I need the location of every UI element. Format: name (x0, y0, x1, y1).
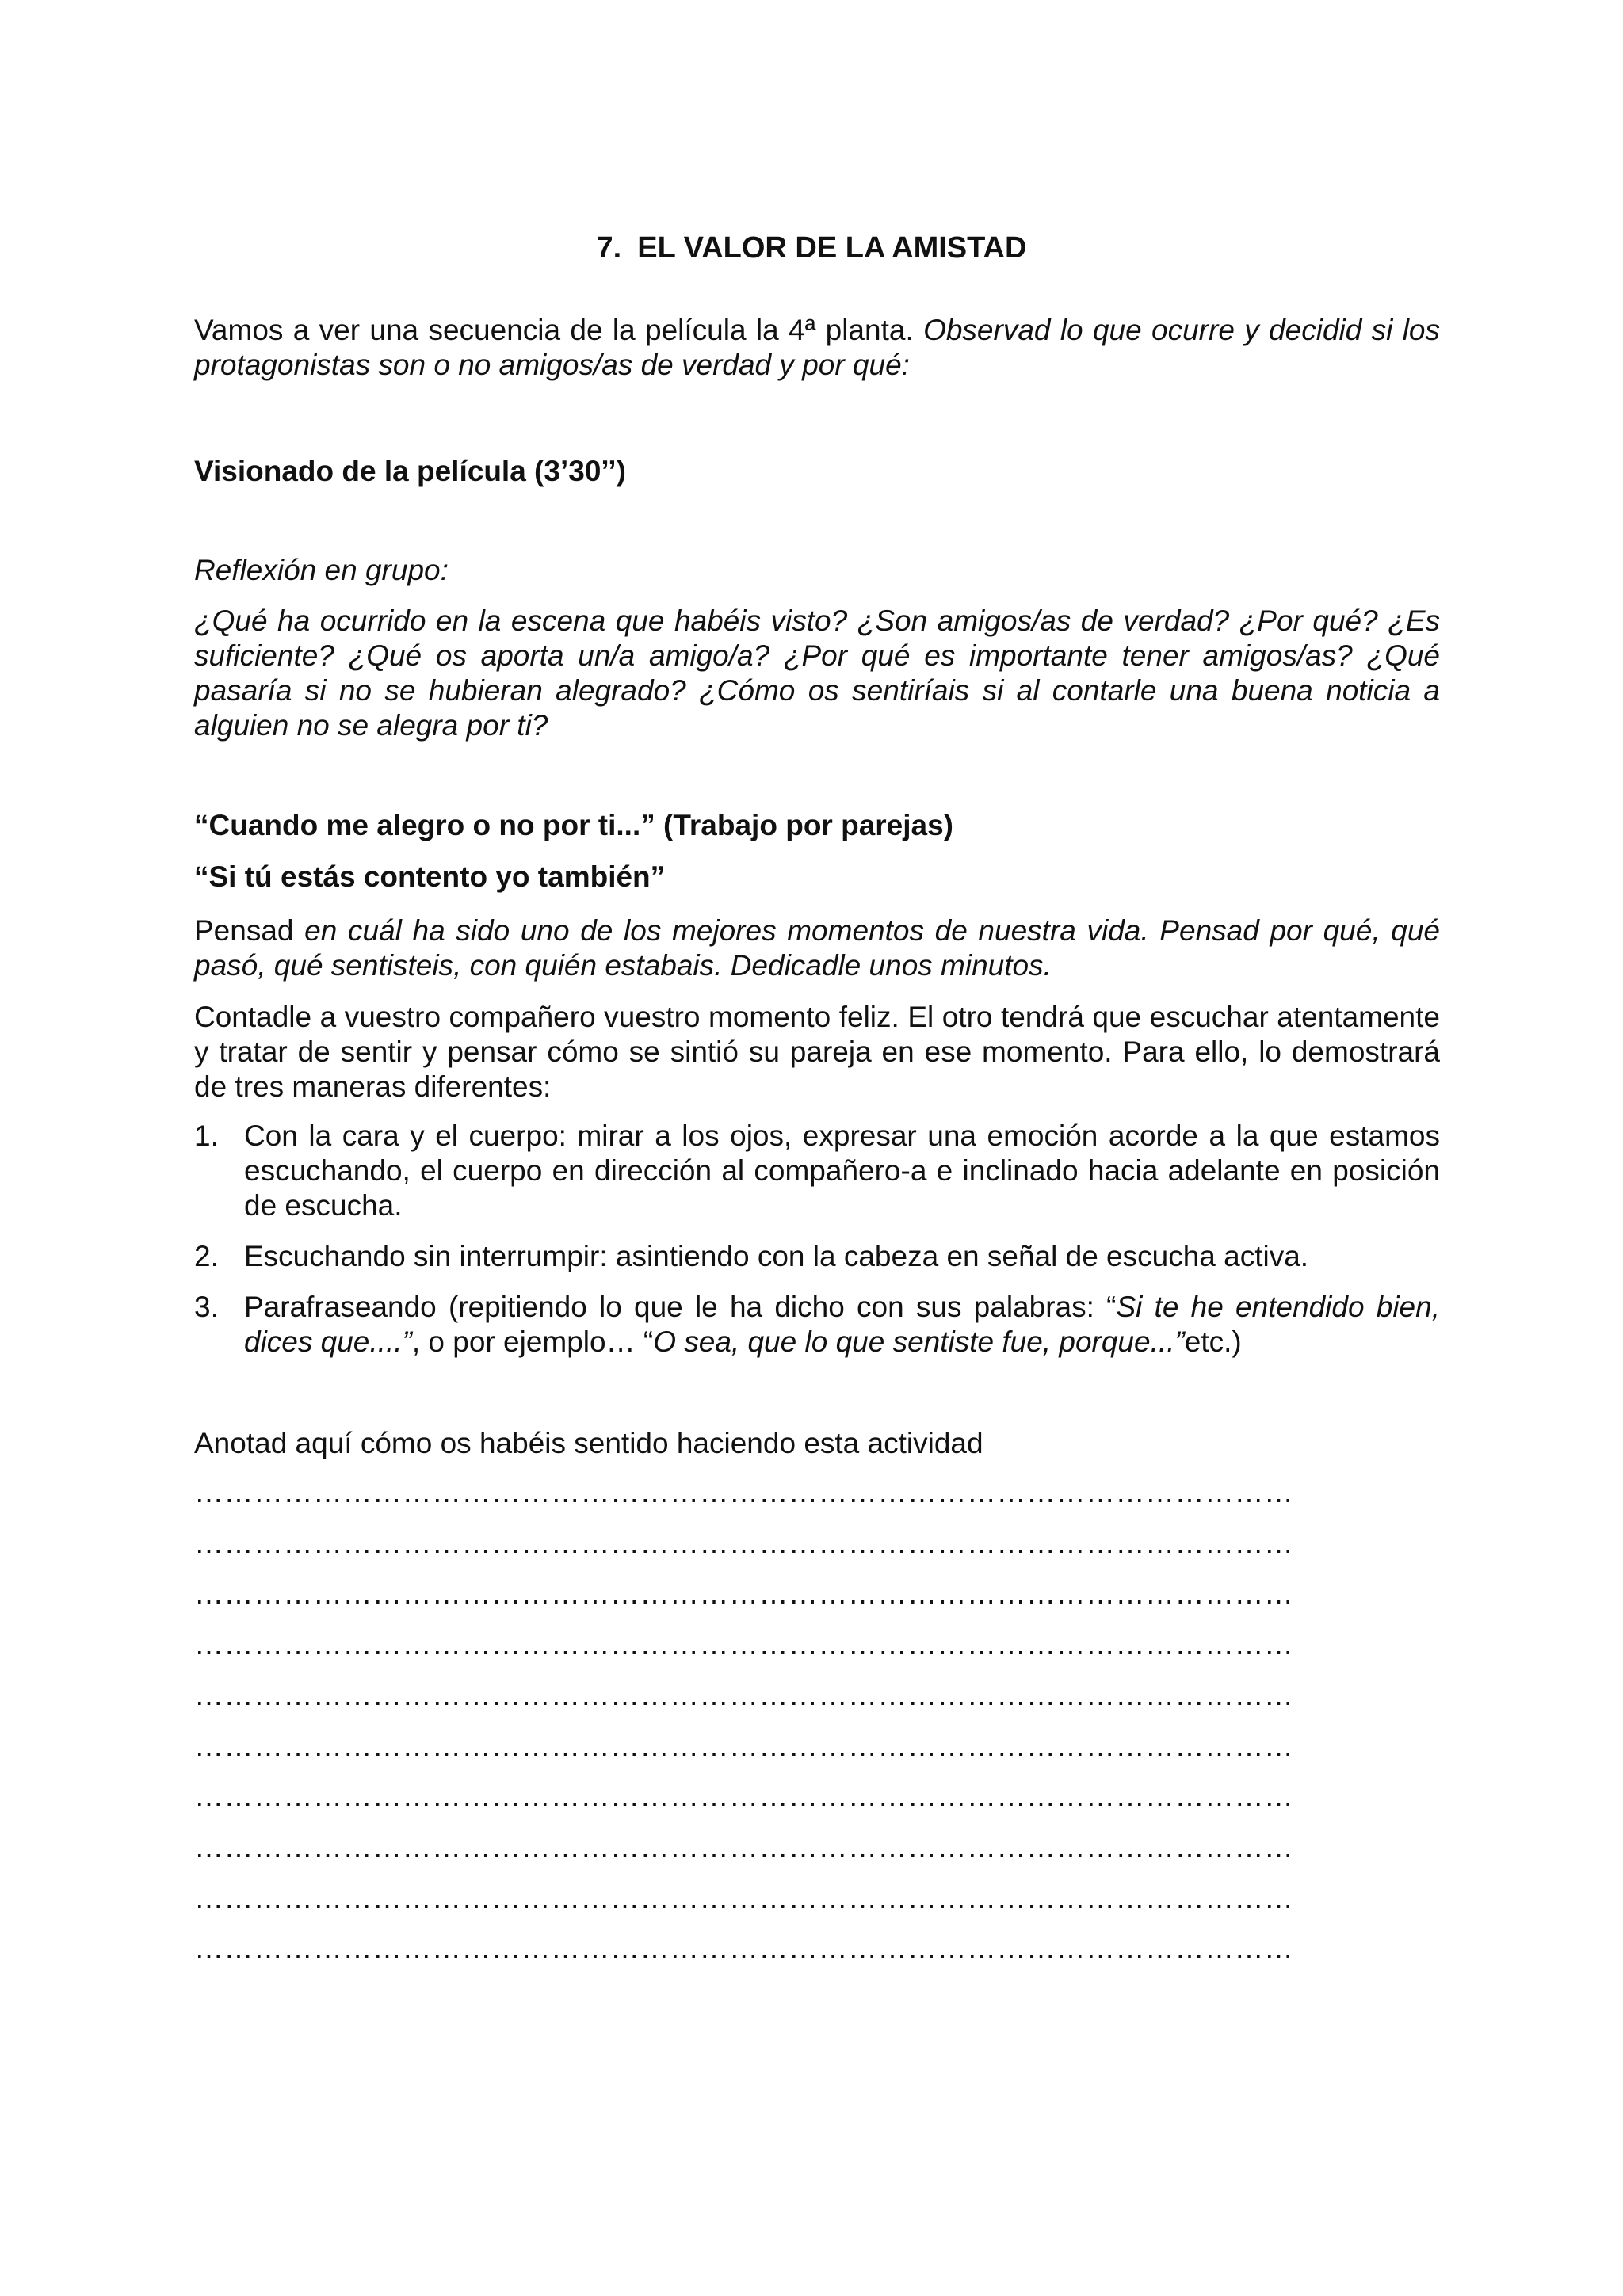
dotted-answer-line: ………………………………………………………………………………………………… (194, 1628, 1294, 1661)
list-item-text (244, 1291, 1440, 1358)
notes-prompt: Anotad aquí cómo os habéis sentido haciendo esta actividad (194, 1427, 983, 1459)
dotted-answer-line: ………………………………………………………………………………………………… (194, 1577, 1294, 1610)
listening-steps-list (194, 1119, 1440, 1375)
list-marker: 3. (194, 1291, 219, 1323)
section-number: 7. (596, 231, 622, 265)
viewing-heading: Visionado de la película (3’30’’) (194, 455, 626, 487)
list-item (194, 1290, 1440, 1360)
dotted-answer-line: ………………………………………………………………………………………………… (194, 1932, 1294, 1965)
think-normal-text: Pensad (194, 914, 294, 947)
list-item-text: Con la cara y el cuerpo: mirar a los ojos, expresar una emoción acorde a la que estamos escuchando, el cuerpo en dirección al compañero-a e inclinado hacia adelante en posición de escucha. (244, 1119, 1440, 1222)
paraphrase-intro-text: Parafraseando (repitiendo lo que le ha dicho con sus palabras: “ (244, 1291, 1117, 1323)
reflection-label: Reflexión en grupo: (194, 554, 449, 586)
dotted-answer-line: ………………………………………………………………………………………………… (194, 1780, 1294, 1813)
paraphrase-example-2: O sea, que lo que sentiste fue, porque...” (653, 1325, 1185, 1358)
activity-heading: “Cuando me alegro o no por ti...” (Trabajo por parejas) (194, 809, 954, 841)
intro-normal-text: Vamos a ver una secuencia de la película la 4ª planta. (194, 314, 914, 346)
think-italic-text: en cuál ha sido uno de los mejores momentos de nuestra vida. Pensad por qué, qué pasó, qué sentisteis, con quién estabais. Dedicadle unos minutos. (194, 914, 1440, 982)
list-item-text: Escuchando sin interrumpir: asintiendo con la cabeza en señal de escucha activa. (244, 1240, 1309, 1272)
reflection-questions: ¿Qué ha ocurrido en la escena que habéis visto? ¿Son amigos/as de verdad? ¿Por qué? ¿Es suficiente? ¿Qué os aporta un/a amigo/a? ¿Por qué es importante tener amigos/as? ¿Qué pasaría si no se hubieran alegrado? ¿Cómo os sentiríais si al contarle una buena noticia a alguien no se alegra por ti? (194, 605, 1440, 742)
dotted-answer-line: ………………………………………………………………………………………………… (194, 1882, 1294, 1914)
dotted-answer-line: ………………………………………………………………………………………………… (194, 1679, 1294, 1711)
intro-italic-text: Observad lo que ocurre y decidid si los protagonistas son o no amigos/as de verdad y por qué: (194, 314, 1441, 381)
notes-lines (194, 1467, 1351, 1974)
section-title: EL VALOR DE LA AMISTAD (637, 231, 1027, 265)
intro-paragraph (194, 313, 1440, 383)
list-item (194, 1119, 1440, 1223)
list-marker: 1. (194, 1119, 219, 1152)
page-title (0, 231, 1623, 265)
activity-paragraph-think (194, 913, 1440, 983)
paraphrase-connector-text: , o por ejemplo… “ (411, 1325, 654, 1358)
list-item (194, 1239, 1440, 1274)
paraphrase-example-1: Si te he entendido bien, dices que....” (244, 1291, 1440, 1358)
activity-paragraph-share: Contadle a vuestro compañero vuestro momento feliz. El otro tendrá que escuchar atentamente y tratar de sentir y pensar cómo se sintió su pareja en ese momento. Para ello, lo demostrará de tres maneras diferentes: (194, 1001, 1440, 1103)
dotted-answer-line: ………………………………………………………………………………………………… (194, 1476, 1294, 1508)
list-marker: 2. (194, 1240, 219, 1272)
paraphrase-closing-text: etc.) (1184, 1325, 1242, 1358)
activity-subheading: “Si tú estás contento yo también” (194, 860, 666, 893)
dotted-answer-line: ………………………………………………………………………………………………… (194, 1831, 1294, 1863)
dotted-answer-line: ………………………………………………………………………………………………… (194, 1527, 1294, 1559)
dotted-answer-line: ………………………………………………………………………………………………… (194, 1730, 1294, 1762)
